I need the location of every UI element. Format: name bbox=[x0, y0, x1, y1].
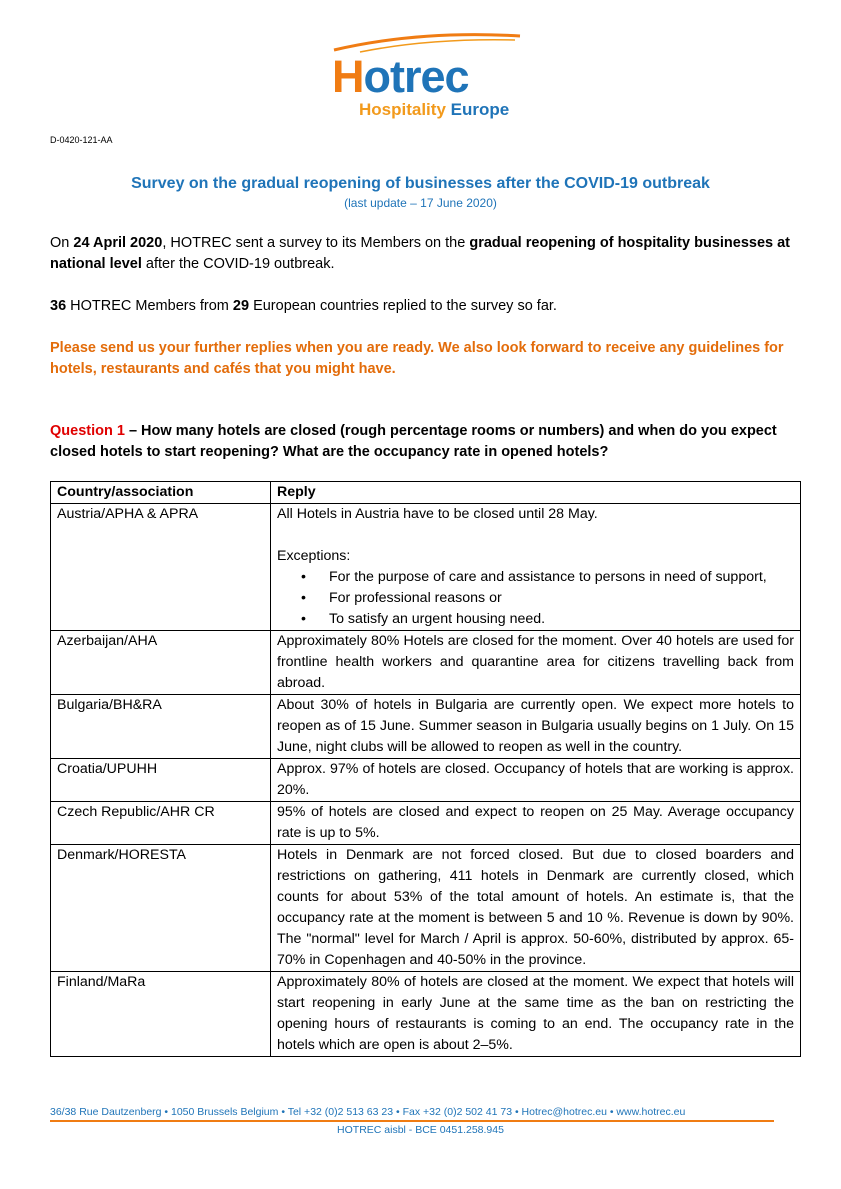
exceptions-list bbox=[277, 567, 794, 630]
members-count: 36 bbox=[50, 298, 67, 314]
bullet-icon: • bbox=[301, 569, 306, 585]
intro-topic: gradual reopening of hospitality businesses at national level bbox=[50, 235, 791, 272]
intro-text: European countries replied to the survey so far. bbox=[249, 298, 557, 314]
intro-text: On bbox=[50, 235, 74, 251]
country-cell: Austria/APHA & APRA bbox=[51, 504, 271, 631]
document-reference: D-0420-121-AA bbox=[50, 135, 113, 145]
table-row bbox=[51, 972, 801, 1057]
footer-registration: HOTREC aisbl - BCE 0451.258.945 bbox=[337, 1124, 504, 1136]
reply-cell: 95% of hotels are closed and expect to reopen on 25 May. Average occupancy rate is up to 5%. bbox=[271, 802, 801, 845]
list-item-text: To satisfy an urgent housing need. bbox=[329, 611, 546, 627]
reply-text: All Hotels in Austria have to be closed until 28 May. bbox=[277, 506, 598, 522]
logo-letter-h: H bbox=[332, 51, 364, 102]
list-item bbox=[277, 609, 794, 630]
country-cell: Azerbaijan/AHA bbox=[51, 631, 271, 695]
bullet-icon: • bbox=[301, 590, 306, 606]
table-row bbox=[51, 631, 801, 695]
page-subtitle: (last update – 17 June 2020) bbox=[344, 196, 497, 210]
footer-address: 36/38 Rue Dautzenberg • 1050 Brussels Belgium • Tel +32 (0)2 513 63 23 • Fax +32 (0)2 502 41 73 • Hotrec@hotrec.eu • www.hotrec.eu bbox=[50, 1106, 686, 1118]
intro-text: , HOTREC sent a survey to its Members on the bbox=[162, 235, 470, 251]
exceptions-label: Exceptions: bbox=[277, 548, 351, 564]
intro-paragraph-1 bbox=[50, 233, 802, 275]
reply-cell: Approx. 97% of hotels are closed. Occupancy of hotels that are working is approx. 20%. bbox=[271, 759, 801, 802]
country-cell: Denmark/HORESTA bbox=[51, 845, 271, 972]
reply-cell: Approximately 80% of hotels are closed at the moment. We expect that hotels will start reopening in early June at the same time as the ban on restricting the opening hours of restaurants is coming to an end. The occupancy rate in the hotels which are open is about 2–5%. bbox=[271, 972, 801, 1057]
country-cell: Bulgaria/BH&RA bbox=[51, 695, 271, 759]
country-cell: Finland/MaRa bbox=[51, 972, 271, 1057]
table-header-row bbox=[51, 482, 801, 504]
logo-subtitle bbox=[359, 101, 509, 118]
question-text: – How many hotels are closed (rough percentage rooms or numbers) and when do you expect closed hotels to start reopening? What are the occupancy rate in opened hotels? bbox=[50, 423, 777, 460]
reply-cell: Hotels in Denmark are not forced closed. But due to closed boarders and restrictions on gathering, 411 hotels in Denmark are currently closed, which counts for about 53% of the total amount of hotels. An estimate is, that the occupancy rate at the moment is between 5 and 10 %. Revenue is down by 90%. The "normal" level for March / April is approx. 50-60%, distributed by approx. 65-70% in Copenhagen and 40-50% in the province. bbox=[271, 845, 801, 972]
country-cell: Czech Republic/AHR CR bbox=[51, 802, 271, 845]
intro-text: HOTREC Members from bbox=[66, 298, 233, 314]
list-item-text: For professional reasons or bbox=[329, 590, 502, 606]
reply-cell: About 30% of hotels in Bulgaria are currently open. We expect more hotels to reopen as of 15 June. Summer season in Bulgaria usually begins on 1 July. On 15 June, night clubs will be allowed to reopen as well in the country. bbox=[271, 695, 801, 759]
call-to-action-paragraph: Please send us your further replies when you are ready. We also look forward to receive any guidelines for hotels, restaurants and cafés that you might have. bbox=[50, 340, 784, 377]
list-item bbox=[277, 567, 794, 588]
hotrec-logo bbox=[330, 28, 530, 128]
intro-date: 24 April 2020 bbox=[73, 235, 163, 251]
table-row bbox=[51, 845, 801, 972]
countries-count: 29 bbox=[232, 298, 250, 314]
logo-word-rest: otrec bbox=[363, 51, 469, 102]
list-item bbox=[277, 588, 794, 609]
reply-cell bbox=[271, 504, 801, 631]
page-title: Survey on the gradual reopening of businesses after the COVID-19 outbreak bbox=[131, 175, 710, 192]
question-1 bbox=[50, 421, 802, 463]
country-cell: Croatia/UPUHH bbox=[51, 759, 271, 802]
header-reply: Reply bbox=[271, 482, 801, 504]
reply-cell: Approximately 80% Hotels are closed for the moment. Over 40 hotels are used for frontline health workers and quarantine area for citizens travelling back from abroad. bbox=[271, 631, 801, 695]
logo-wordmark bbox=[332, 51, 469, 102]
intro-text: after the COVID-19 outbreak. bbox=[141, 256, 335, 272]
table-row bbox=[51, 759, 801, 802]
table-row bbox=[51, 802, 801, 845]
header-country: Country/association bbox=[51, 482, 271, 504]
intro-paragraph-2 bbox=[50, 296, 802, 317]
list-item-text: For the purpose of care and assistance to persons in need of support, bbox=[329, 569, 767, 585]
footer-divider bbox=[50, 1120, 774, 1122]
question-label: Question 1 bbox=[50, 423, 125, 439]
logo-subtitle-main: Hospitality bbox=[359, 100, 451, 119]
survey-table bbox=[50, 481, 801, 1057]
bullet-icon: • bbox=[301, 611, 306, 627]
logo-subtitle-europe: Europe bbox=[450, 100, 510, 119]
table-row bbox=[51, 695, 801, 759]
table-row bbox=[51, 504, 801, 631]
